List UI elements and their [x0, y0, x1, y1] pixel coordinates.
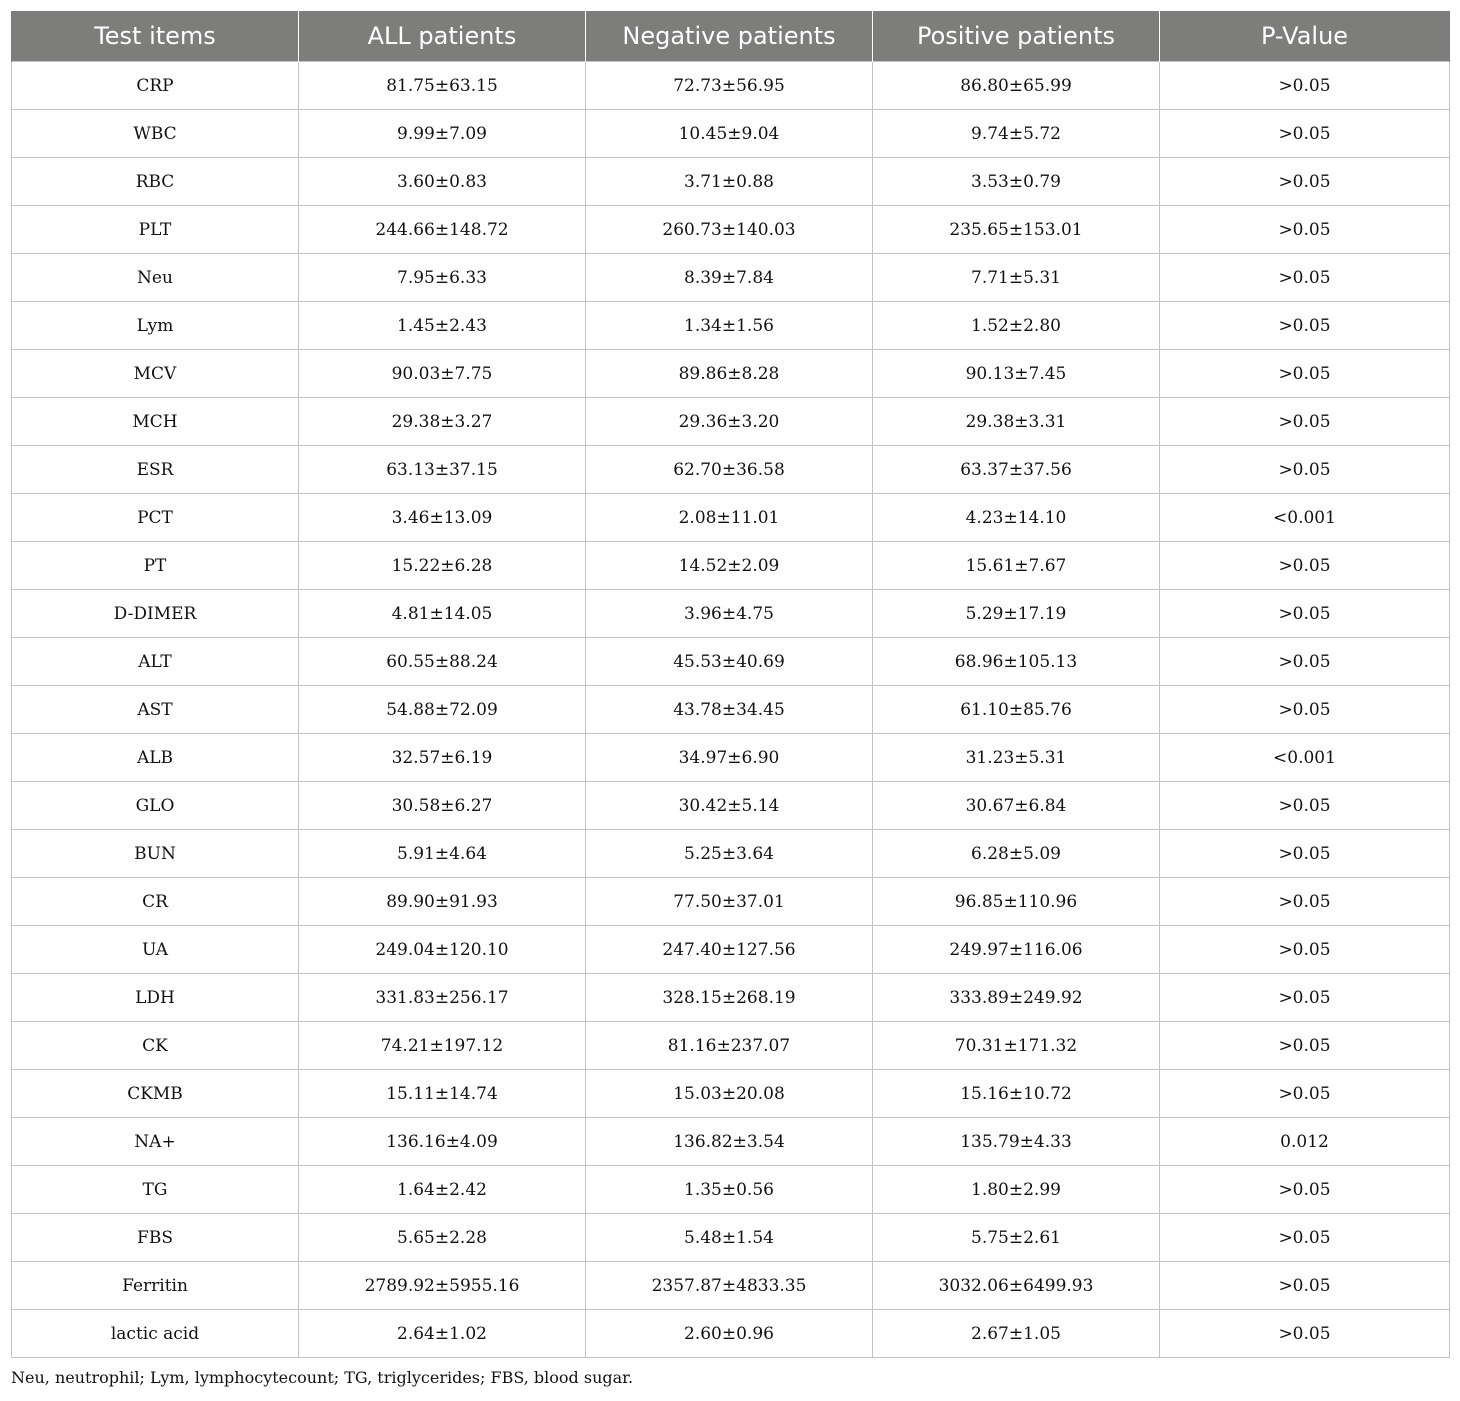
- negative-patients-cell: 2357.87±4833.35: [586, 1262, 873, 1310]
- test-item-cell: MCH: [12, 398, 299, 446]
- positive-patients-cell: 1.52±2.80: [873, 302, 1160, 350]
- p-value-cell: >0.05: [1160, 254, 1450, 302]
- positive-patients-cell: 4.23±14.10: [873, 494, 1160, 542]
- positive-patients-cell: 9.74±5.72: [873, 110, 1160, 158]
- positive-patients-cell: 7.71±5.31: [873, 254, 1160, 302]
- negative-patients-cell: 328.15±268.19: [586, 974, 873, 1022]
- header-negative-patients: Negative patients: [586, 11, 873, 62]
- positive-patients-cell: 70.31±171.32: [873, 1022, 1160, 1070]
- test-item-cell: CR: [12, 878, 299, 926]
- table-row: [12, 1310, 1450, 1358]
- all-patients-cell: 3.46±13.09: [299, 494, 586, 542]
- table-row: [12, 734, 1450, 782]
- p-value-cell: >0.05: [1160, 110, 1450, 158]
- test-item-cell: FBS: [12, 1214, 299, 1262]
- table-row: [12, 638, 1450, 686]
- positive-patients-cell: 61.10±85.76: [873, 686, 1160, 734]
- table-row: [12, 302, 1450, 350]
- positive-patients-cell: 63.37±37.56: [873, 446, 1160, 494]
- test-item-cell: ALT: [12, 638, 299, 686]
- table-row: [12, 878, 1450, 926]
- positive-patients-cell: 235.65±153.01: [873, 206, 1160, 254]
- positive-patients-cell: 5.75±2.61: [873, 1214, 1160, 1262]
- test-item-cell: WBC: [12, 110, 299, 158]
- test-item-cell: PT: [12, 542, 299, 590]
- all-patients-cell: 9.99±7.09: [299, 110, 586, 158]
- all-patients-cell: 30.58±6.27: [299, 782, 586, 830]
- test-item-cell: CRP: [12, 62, 299, 110]
- all-patients-cell: 54.88±72.09: [299, 686, 586, 734]
- positive-patients-cell: 3032.06±6499.93: [873, 1262, 1160, 1310]
- table-row: [12, 206, 1450, 254]
- all-patients-cell: 2.64±1.02: [299, 1310, 586, 1358]
- table-body: [12, 62, 1450, 1358]
- lab-results-table: [11, 11, 1450, 1358]
- test-item-cell: Neu: [12, 254, 299, 302]
- negative-patients-cell: 247.40±127.56: [586, 926, 873, 974]
- test-item-cell: NA+: [12, 1118, 299, 1166]
- table-row: [12, 782, 1450, 830]
- negative-patients-cell: 260.73±140.03: [586, 206, 873, 254]
- p-value-cell: >0.05: [1160, 782, 1450, 830]
- test-item-cell: PCT: [12, 494, 299, 542]
- all-patients-cell: 249.04±120.10: [299, 926, 586, 974]
- positive-patients-cell: 1.80±2.99: [873, 1166, 1160, 1214]
- table-row: [12, 590, 1450, 638]
- table-row: [12, 158, 1450, 206]
- p-value-cell: >0.05: [1160, 1022, 1450, 1070]
- p-value-cell: >0.05: [1160, 1070, 1450, 1118]
- table-row: [12, 1118, 1450, 1166]
- all-patients-cell: 7.95±6.33: [299, 254, 586, 302]
- p-value-cell: 0.012: [1160, 1118, 1450, 1166]
- table-row: [12, 926, 1450, 974]
- positive-patients-cell: 31.23±5.31: [873, 734, 1160, 782]
- table-row: [12, 1214, 1450, 1262]
- table-row: [12, 542, 1450, 590]
- table-row: [12, 686, 1450, 734]
- p-value-cell: >0.05: [1160, 542, 1450, 590]
- table-header: [12, 11, 1450, 62]
- test-item-cell: GLO: [12, 782, 299, 830]
- all-patients-cell: 15.22±6.28: [299, 542, 586, 590]
- test-item-cell: RBC: [12, 158, 299, 206]
- p-value-cell: >0.05: [1160, 638, 1450, 686]
- positive-patients-cell: 68.96±105.13: [873, 638, 1160, 686]
- negative-patients-cell: 5.48±1.54: [586, 1214, 873, 1262]
- header-p-value: P-Value: [1160, 11, 1450, 62]
- table-row: [12, 830, 1450, 878]
- all-patients-cell: 63.13±37.15: [299, 446, 586, 494]
- p-value-cell: >0.05: [1160, 350, 1450, 398]
- positive-patients-cell: 3.53±0.79: [873, 158, 1160, 206]
- test-item-cell: Lym: [12, 302, 299, 350]
- table-row: [12, 1262, 1450, 1310]
- all-patients-cell: 1.45±2.43: [299, 302, 586, 350]
- all-patients-cell: 81.75±63.15: [299, 62, 586, 110]
- negative-patients-cell: 81.16±237.07: [586, 1022, 873, 1070]
- header-test-items: Test items: [12, 11, 299, 62]
- all-patients-cell: 74.21±197.12: [299, 1022, 586, 1070]
- negative-patients-cell: 14.52±2.09: [586, 542, 873, 590]
- table-row: [12, 446, 1450, 494]
- negative-patients-cell: 45.53±40.69: [586, 638, 873, 686]
- p-value-cell: >0.05: [1160, 62, 1450, 110]
- p-value-cell: >0.05: [1160, 1262, 1450, 1310]
- negative-patients-cell: 5.25±3.64: [586, 830, 873, 878]
- test-item-cell: lactic acid: [12, 1310, 299, 1358]
- negative-patients-cell: 15.03±20.08: [586, 1070, 873, 1118]
- negative-patients-cell: 2.08±11.01: [586, 494, 873, 542]
- all-patients-cell: 1.64±2.42: [299, 1166, 586, 1214]
- p-value-cell: >0.05: [1160, 1214, 1450, 1262]
- negative-patients-cell: 43.78±34.45: [586, 686, 873, 734]
- table-row: [12, 62, 1450, 110]
- header-all-patients: ALL patients: [299, 11, 586, 62]
- table-footnote: Neu, neutrophil; Lym, lymphocytecount; TG, triglycerides; FBS, blood sugar.: [11, 1368, 634, 1387]
- negative-patients-cell: 1.34±1.56: [586, 302, 873, 350]
- all-patients-cell: 29.38±3.27: [299, 398, 586, 446]
- p-value-cell: <0.001: [1160, 494, 1450, 542]
- positive-patients-cell: 135.79±4.33: [873, 1118, 1160, 1166]
- p-value-cell: >0.05: [1160, 206, 1450, 254]
- p-value-cell: >0.05: [1160, 1166, 1450, 1214]
- negative-patients-cell: 34.97±6.90: [586, 734, 873, 782]
- positive-patients-cell: 90.13±7.45: [873, 350, 1160, 398]
- test-item-cell: ESR: [12, 446, 299, 494]
- results-table-container: [11, 11, 1449, 1358]
- table-row: [12, 1070, 1450, 1118]
- all-patients-cell: 89.90±91.93: [299, 878, 586, 926]
- negative-patients-cell: 3.96±4.75: [586, 590, 873, 638]
- negative-patients-cell: 62.70±36.58: [586, 446, 873, 494]
- all-patients-cell: 331.83±256.17: [299, 974, 586, 1022]
- all-patients-cell: 5.65±2.28: [299, 1214, 586, 1262]
- p-value-cell: <0.001: [1160, 734, 1450, 782]
- all-patients-cell: 136.16±4.09: [299, 1118, 586, 1166]
- all-patients-cell: 60.55±88.24: [299, 638, 586, 686]
- test-item-cell: UA: [12, 926, 299, 974]
- test-item-cell: D-DIMER: [12, 590, 299, 638]
- negative-patients-cell: 2.60±0.96: [586, 1310, 873, 1358]
- negative-patients-cell: 30.42±5.14: [586, 782, 873, 830]
- positive-patients-cell: 249.97±116.06: [873, 926, 1160, 974]
- positive-patients-cell: 86.80±65.99: [873, 62, 1160, 110]
- test-item-cell: CKMB: [12, 1070, 299, 1118]
- all-patients-cell: 3.60±0.83: [299, 158, 586, 206]
- negative-patients-cell: 29.36±3.20: [586, 398, 873, 446]
- test-item-cell: BUN: [12, 830, 299, 878]
- p-value-cell: >0.05: [1160, 974, 1450, 1022]
- positive-patients-cell: 5.29±17.19: [873, 590, 1160, 638]
- p-value-cell: >0.05: [1160, 926, 1450, 974]
- positive-patients-cell: 29.38±3.31: [873, 398, 1160, 446]
- negative-patients-cell: 8.39±7.84: [586, 254, 873, 302]
- test-item-cell: Ferritin: [12, 1262, 299, 1310]
- p-value-cell: >0.05: [1160, 830, 1450, 878]
- all-patients-cell: 4.81±14.05: [299, 590, 586, 638]
- table-row: [12, 110, 1450, 158]
- negative-patients-cell: 1.35±0.56: [586, 1166, 873, 1214]
- table-row: [12, 494, 1450, 542]
- table-row: [12, 1166, 1450, 1214]
- test-item-cell: LDH: [12, 974, 299, 1022]
- all-patients-cell: 90.03±7.75: [299, 350, 586, 398]
- header-positive-patients: Positive patients: [873, 11, 1160, 62]
- table-row: [12, 398, 1450, 446]
- positive-patients-cell: 15.61±7.67: [873, 542, 1160, 590]
- positive-patients-cell: 333.89±249.92: [873, 974, 1160, 1022]
- p-value-cell: >0.05: [1160, 446, 1450, 494]
- p-value-cell: >0.05: [1160, 686, 1450, 734]
- positive-patients-cell: 2.67±1.05: [873, 1310, 1160, 1358]
- all-patients-cell: 15.11±14.74: [299, 1070, 586, 1118]
- p-value-cell: >0.05: [1160, 1310, 1450, 1358]
- positive-patients-cell: 30.67±6.84: [873, 782, 1160, 830]
- all-patients-cell: 5.91±4.64: [299, 830, 586, 878]
- p-value-cell: >0.05: [1160, 590, 1450, 638]
- test-item-cell: AST: [12, 686, 299, 734]
- table-row: [12, 350, 1450, 398]
- negative-patients-cell: 72.73±56.95: [586, 62, 873, 110]
- negative-patients-cell: 89.86±8.28: [586, 350, 873, 398]
- all-patients-cell: 244.66±148.72: [299, 206, 586, 254]
- test-item-cell: CK: [12, 1022, 299, 1070]
- test-item-cell: TG: [12, 1166, 299, 1214]
- all-patients-cell: 32.57±6.19: [299, 734, 586, 782]
- positive-patients-cell: 6.28±5.09: [873, 830, 1160, 878]
- test-item-cell: PLT: [12, 206, 299, 254]
- header-row: [12, 11, 1450, 62]
- p-value-cell: >0.05: [1160, 158, 1450, 206]
- positive-patients-cell: 15.16±10.72: [873, 1070, 1160, 1118]
- positive-patients-cell: 96.85±110.96: [873, 878, 1160, 926]
- p-value-cell: >0.05: [1160, 302, 1450, 350]
- negative-patients-cell: 10.45±9.04: [586, 110, 873, 158]
- p-value-cell: >0.05: [1160, 398, 1450, 446]
- test-item-cell: ALB: [12, 734, 299, 782]
- p-value-cell: >0.05: [1160, 878, 1450, 926]
- table-row: [12, 1022, 1450, 1070]
- negative-patients-cell: 136.82±3.54: [586, 1118, 873, 1166]
- negative-patients-cell: 77.50±37.01: [586, 878, 873, 926]
- negative-patients-cell: 3.71±0.88: [586, 158, 873, 206]
- table-row: [12, 254, 1450, 302]
- table-row: [12, 974, 1450, 1022]
- all-patients-cell: 2789.92±5955.16: [299, 1262, 586, 1310]
- test-item-cell: MCV: [12, 350, 299, 398]
